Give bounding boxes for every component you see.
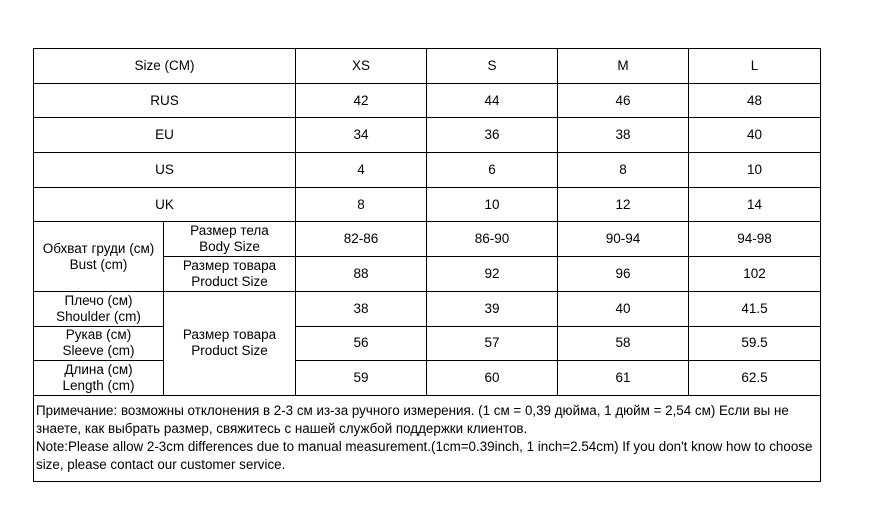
product-size-label-ru: Размер товара [182,257,277,273]
table-cell: 57 [427,326,558,361]
table-cell: 56 [296,326,427,361]
body-size-label-ru: Размер тела [190,223,269,239]
table-cell: 96 [558,257,689,292]
shoulder-label-en: Shoulder (cm) [56,308,141,324]
table-row [34,153,821,188]
table-cell: 40 [689,118,821,153]
table-row [34,83,821,118]
size-m-header: M [558,49,689,84]
table-cell: 60 [427,361,558,396]
table-row [34,326,821,361]
table-cell: 39 [427,291,558,326]
table-cell: 8 [558,153,689,188]
length-label-en: Length (cm) [62,378,135,394]
table-row [34,222,821,257]
product-size-label-en: Product Size [191,273,268,289]
table-cell: 41.5 [689,291,821,326]
length-label [34,361,164,396]
shoulder-label [34,291,164,326]
note-row [34,395,821,481]
size-header-label: Size (CM) [34,49,296,84]
table-cell: 14 [689,187,821,222]
size-xs-header: XS [296,49,427,84]
sleeve-label-ru: Рукав (см) [65,327,132,343]
header-row [34,49,821,84]
size-l-header: L [689,49,821,84]
table-cell: 48 [689,83,821,118]
table-cell: 40 [558,291,689,326]
table-cell: 42 [296,83,427,118]
table-row [34,187,821,222]
table-cell: 38 [296,291,427,326]
shoulder-label-ru: Плечо (см) [64,292,133,308]
note-text-en: Note:Please allow 2-3cm differences due to manual measurement.(1cm=0.39inch, 1 inch=2.54cm) If you don't know how to choose size, please contact our customer service. [36,438,813,472]
product-size-label [164,257,296,292]
table-cell: 86-90 [427,222,558,257]
table-cell: 92 [427,257,558,292]
body-size-label [164,222,296,257]
table-cell: 102 [689,257,821,292]
product-size-merged-label [164,291,296,395]
note-text-ru: Примечание: возможны отклонения в 2-3 см из-за ручного измерения. (1 см = 0,39 дюйма, 1 дюйм = 2,54 см) Если вы не знаете, как выбрать размер, свяжитесь с нашей службой поддержки клиентов. [36,402,789,436]
table-row [34,361,821,396]
table-cell: 12 [558,187,689,222]
table-cell: 61 [558,361,689,396]
table-cell: 46 [558,83,689,118]
table-cell: 4 [296,153,427,188]
table-cell: 10 [427,187,558,222]
sleeve-label-en: Sleeve (cm) [62,343,135,359]
row-label-us: US [34,153,296,188]
table-cell: 36 [427,118,558,153]
sleeve-label [34,326,164,361]
table-cell: 34 [296,118,427,153]
product-size-merged-label-ru: Размер товара [182,327,277,343]
size-s-header: S [427,49,558,84]
note-cell [34,395,821,481]
bust-label-ru: Обхват груди (см) [42,240,155,256]
body-size-label-en: Body Size [199,239,260,255]
table-cell: 38 [558,118,689,153]
row-label-eu: EU [34,118,296,153]
table-cell: 94-98 [689,222,821,257]
table-row [34,291,821,326]
length-label-ru: Длина (см) [64,362,133,378]
table-cell: 44 [427,83,558,118]
table-cell: 6 [427,153,558,188]
row-label-uk: UK [34,187,296,222]
table-cell: 58 [558,326,689,361]
size-chart-table [33,48,821,482]
row-label-rus: RUS [34,83,296,118]
table-cell: 88 [296,257,427,292]
table-cell: 82-86 [296,222,427,257]
table-cell: 59 [296,361,427,396]
bust-label-en: Bust (cm) [69,256,128,272]
product-size-merged-label-en: Product Size [191,343,268,359]
table-cell: 62.5 [689,361,821,396]
table-cell: 10 [689,153,821,188]
table-cell: 90-94 [558,222,689,257]
table-row [34,118,821,153]
table-cell: 8 [296,187,427,222]
bust-label [34,222,164,291]
table-cell: 59.5 [689,326,821,361]
